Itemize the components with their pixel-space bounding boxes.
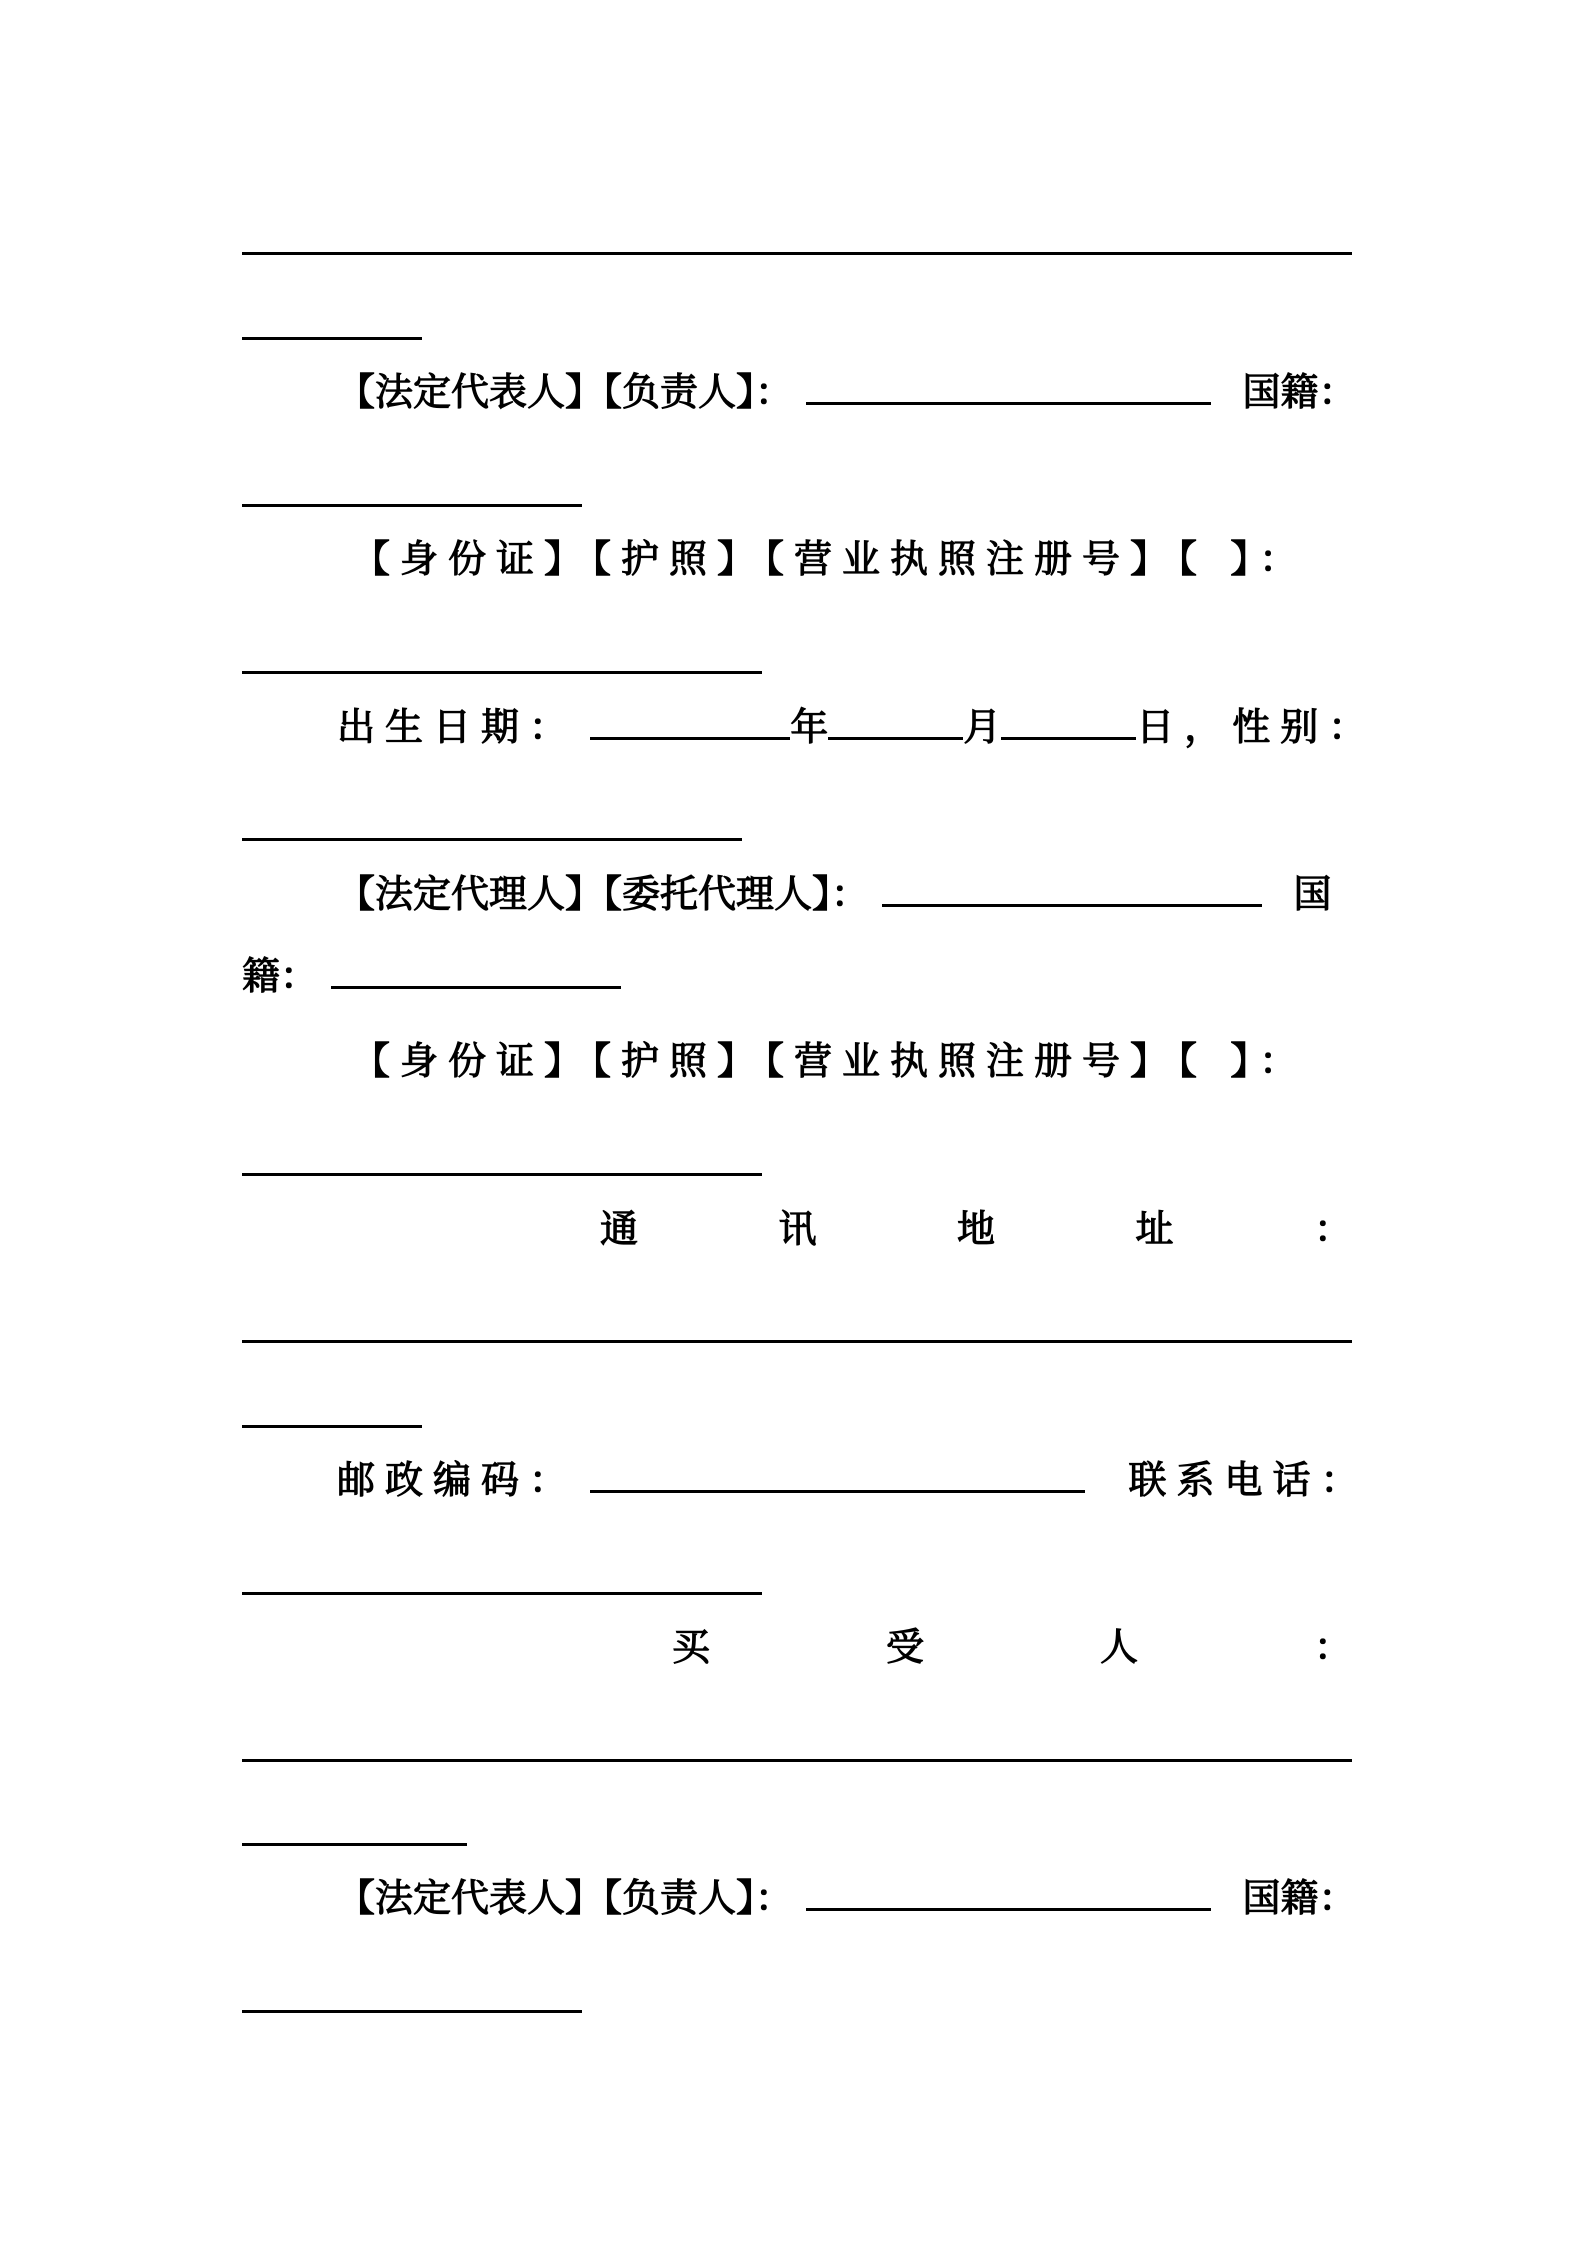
legal-representative-line — [242, 368, 1357, 416]
month-label: 月 — [963, 705, 1002, 749]
blank-line[interactable] — [242, 252, 1352, 255]
buyer-line — [242, 1623, 1352, 1671]
nationality-blank[interactable] — [242, 504, 582, 507]
address-blank[interactable] — [242, 1340, 1352, 1343]
agent-id-type-line — [242, 1037, 1352, 1085]
legal-agent-blank[interactable] — [882, 874, 1262, 907]
address-char: 讯 — [778, 1207, 817, 1251]
buyer-representative-label: 【法定代表人】【负责人】： — [337, 1876, 794, 1920]
buyer-nationality-blank[interactable] — [242, 2010, 582, 2013]
buyer-representative-blank[interactable] — [806, 1878, 1211, 1911]
buyer-blank[interactable] — [242, 1759, 1352, 1762]
postal-code-label: 邮政编码： — [337, 1458, 578, 1502]
address-blank-cont[interactable] — [242, 1425, 422, 1428]
birth-month-blank[interactable] — [828, 707, 963, 740]
nationality-label-part1: 国 — [1293, 872, 1332, 916]
id-type-label: 【身份证】【护照】【营业执照注册号】【 】： — [352, 537, 1308, 581]
birth-year-blank[interactable] — [590, 707, 790, 740]
phone-blank[interactable] — [242, 1592, 762, 1595]
address-char: 通 — [600, 1207, 639, 1251]
buyer-representative-line — [242, 1874, 1357, 1922]
buyer-blank-cont[interactable] — [242, 1843, 467, 1846]
agent-id-type-label: 【身份证】【护照】【营业执照注册号】【 】： — [352, 1039, 1308, 1083]
buyer-char: 买 — [672, 1625, 711, 1669]
address-line — [242, 1205, 1352, 1253]
nationality-label: 国籍： — [1242, 370, 1357, 414]
agent-nationality-line — [242, 952, 1352, 1000]
legal-representative-label: 【法定代表人】【负责人】： — [337, 370, 794, 414]
birth-day-blank[interactable] — [1001, 707, 1136, 740]
buyer-char: 受 — [885, 1625, 924, 1669]
postal-phone-line — [242, 1456, 1369, 1504]
id-number-blank[interactable] — [242, 671, 762, 674]
phone-label: 联系电话： — [1128, 1458, 1369, 1502]
nationality-label-part2: 籍： — [242, 954, 319, 998]
day-gender-label: 日，性别： — [1136, 705, 1377, 749]
id-type-line — [242, 535, 1352, 583]
legal-representative-blank[interactable] — [806, 372, 1211, 405]
buyer-char: 人 — [1099, 1625, 1138, 1669]
address-char: 址 — [1135, 1207, 1174, 1251]
blank-line[interactable] — [242, 337, 422, 340]
legal-agent-line — [242, 870, 1352, 918]
buyer-nationality-label: 国籍： — [1242, 1876, 1357, 1920]
agent-nationality-blank[interactable] — [331, 956, 621, 989]
postal-code-blank[interactable] — [590, 1460, 1085, 1493]
buyer-char: ： — [1313, 1625, 1352, 1669]
address-char: 地 — [956, 1207, 995, 1251]
gender-blank[interactable] — [242, 838, 742, 841]
birth-date-line — [242, 703, 1377, 751]
year-label: 年 — [790, 705, 829, 749]
birth-date-label: 出生日期： — [337, 705, 578, 749]
agent-id-number-blank[interactable] — [242, 1173, 762, 1176]
legal-agent-label: 【法定代理人】【委托代理人】： — [337, 872, 870, 916]
address-char: ： — [1313, 1207, 1352, 1251]
